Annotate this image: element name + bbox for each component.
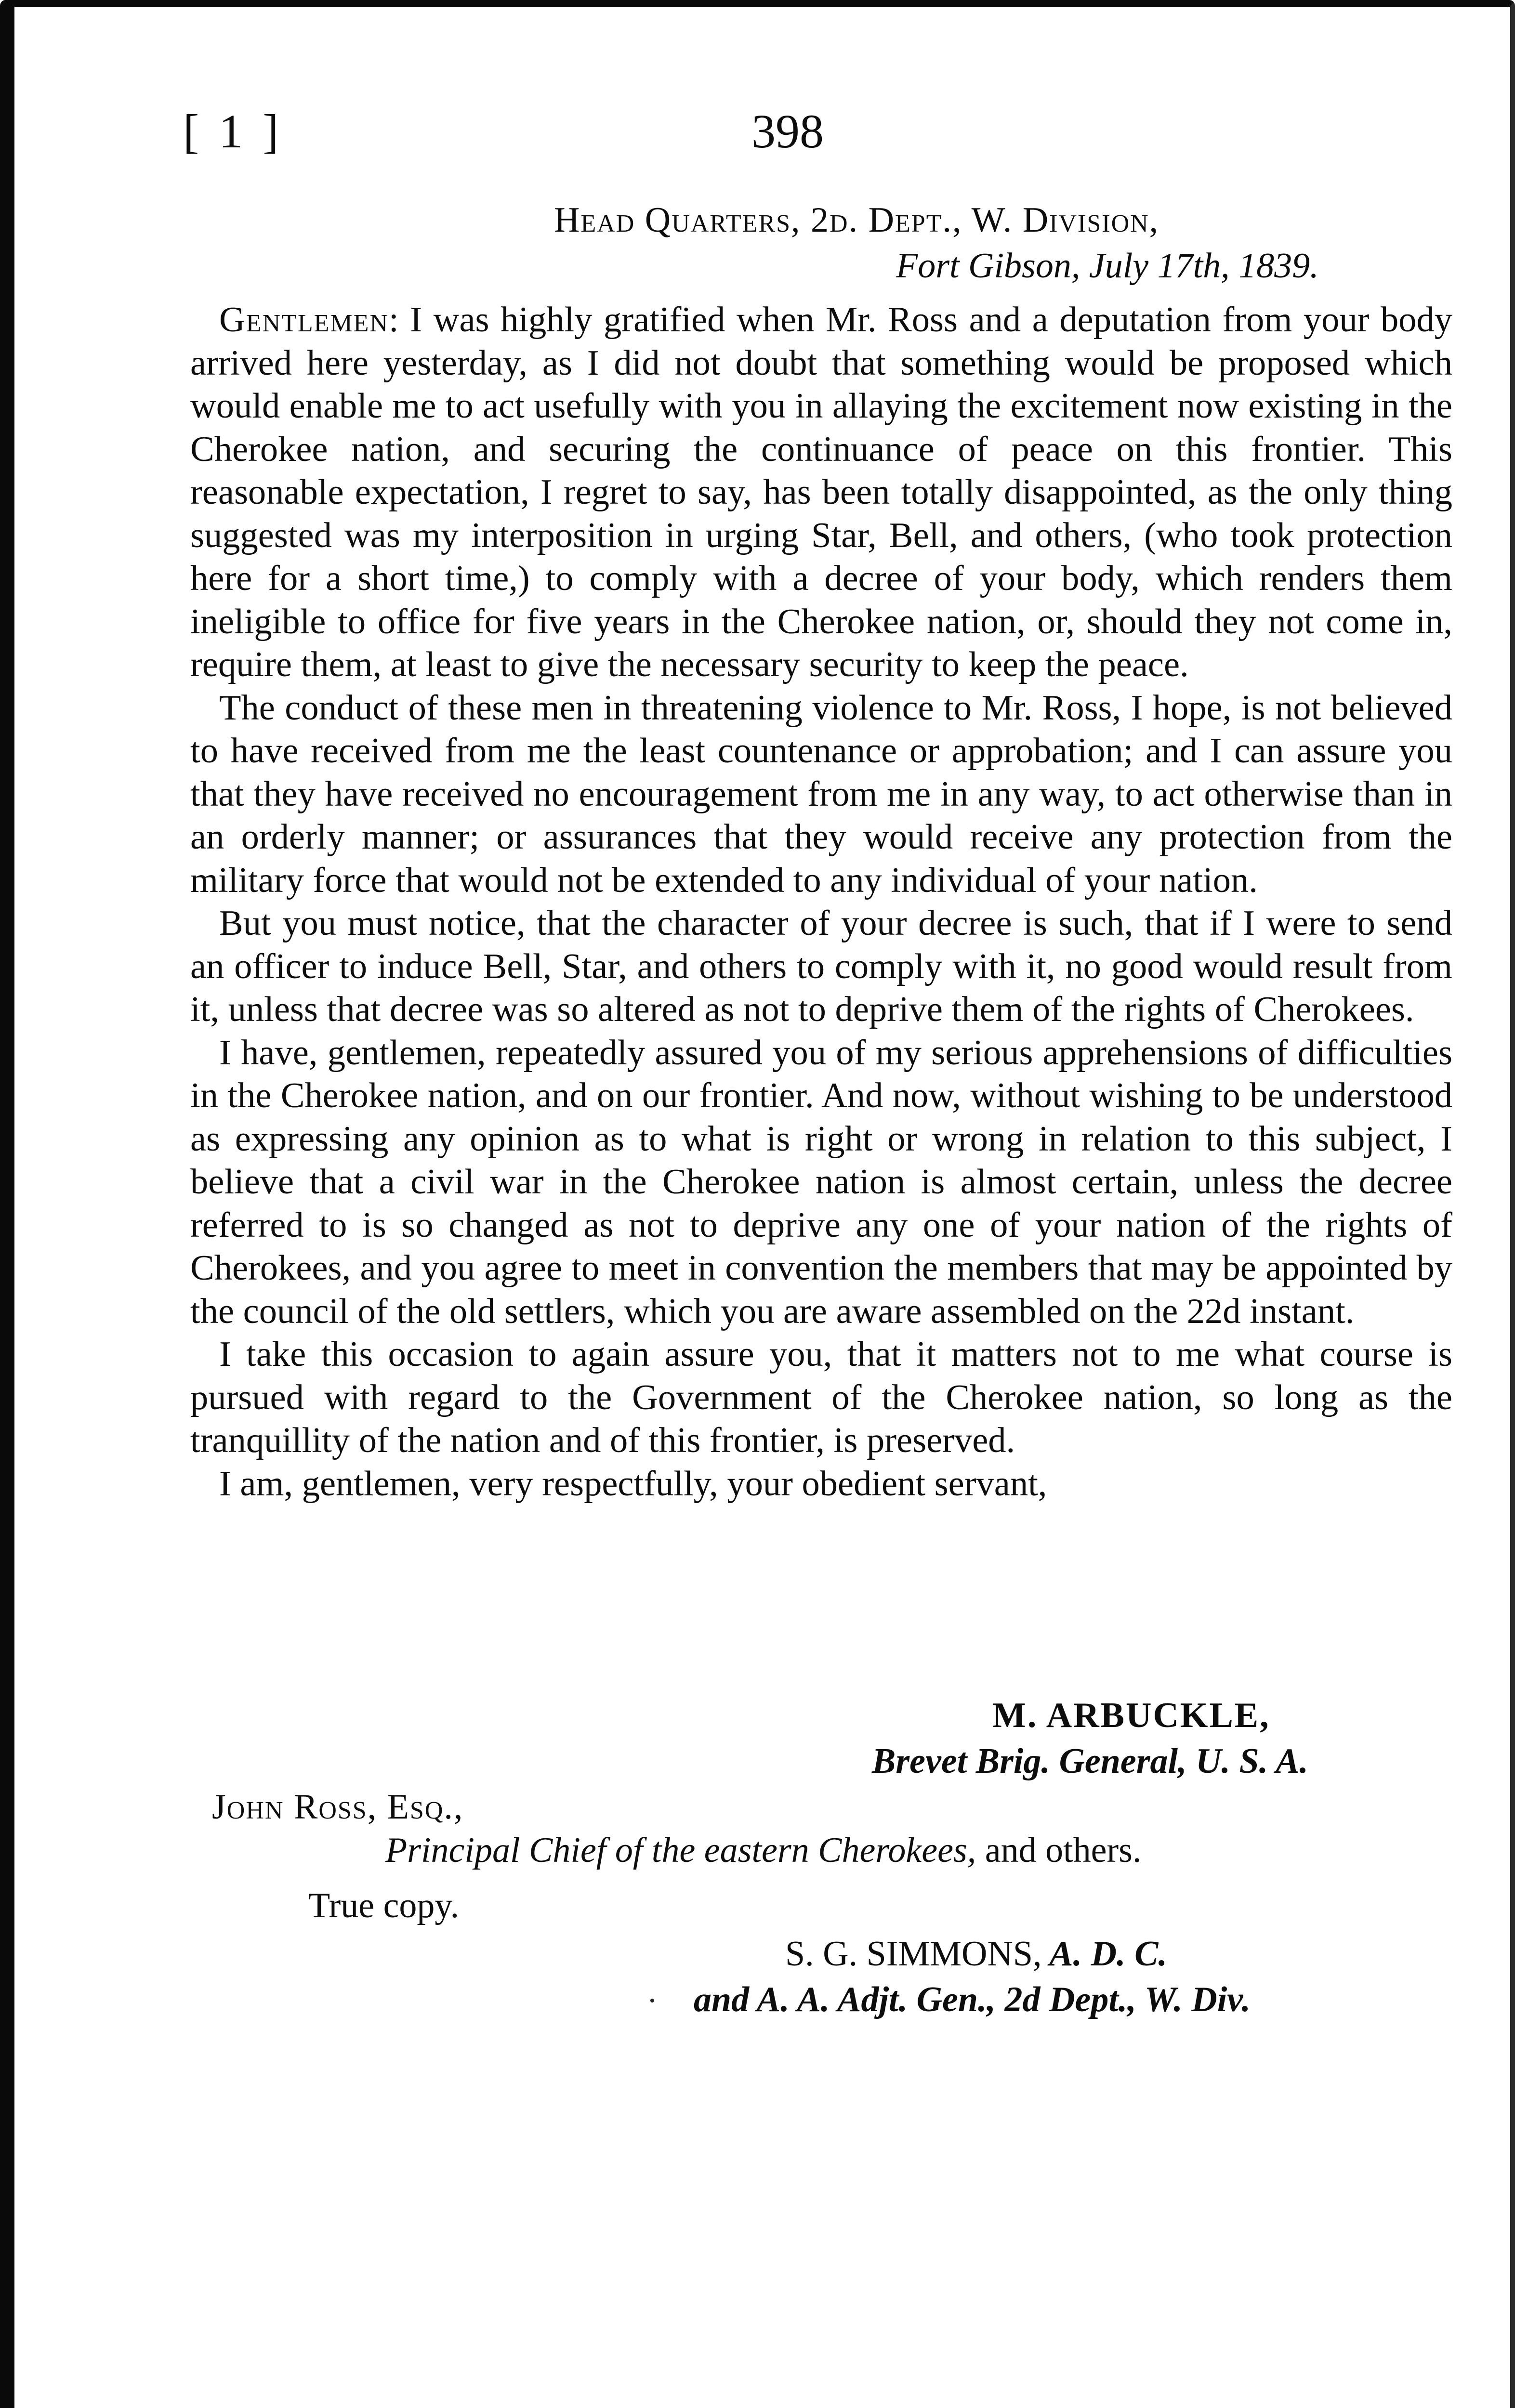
letter-body — [190, 299, 1452, 1505]
paragraph-3: But you must notice, that the character of your decree is such, that if I were to send an officer to induce Bell, Star, and others to comply with it, no good would result from it, unless that decree was so altered as not to deprive them of the rights of Cherokees. — [190, 903, 1452, 1029]
paragraph-4: I have, gentlemen, repeatedly assured you of my serious apprehensions of difficulties in the Cherokee nation, and on our frontier. And now, without wishing to be understood as expressing any opinion as to what is right or wrong in relation to this subject, I believe that a civil war in the Cherokee nation is almost certain, unless the decree referred to is so changed as not to deprive any one of your nation of the rights of Cherokees, and you agree to meet in convention the members that may be appointed by the council of the old settlers, which you are aware assembled on the 22d instant. — [190, 1033, 1452, 1331]
dateline-headquarters: Head Quarters, 2d. Dept., W. Division, — [554, 200, 1159, 240]
addressee-title — [385, 1830, 1141, 1871]
page-header — [0, 104, 1515, 171]
signer-title: Brevet Brig. General, U. S. A. — [872, 1741, 1308, 1781]
addressee-title-italic: Principal Chief of the eastern Cherokees, — [385, 1831, 976, 1870]
signer-name: M. ARBUCKLE, — [992, 1696, 1270, 1735]
page-number: 398 — [751, 105, 824, 158]
true-copy-label: True copy. — [308, 1886, 460, 1925]
document-number: [ 1 ] — [183, 105, 283, 158]
addressee-name: John Ross, Esq., — [212, 1787, 464, 1827]
salutation: Gentlemen — [219, 300, 389, 340]
closing-line: I am, gentlemen, very respectfully, your obedient servant, — [219, 1464, 1047, 1504]
certifier-name — [785, 1934, 1167, 1975]
dateline-place-date: Fort Gibson, July 17th, 1839. — [896, 246, 1319, 286]
certifier-name-suffix: A. D. C. — [1041, 1934, 1167, 1974]
certifier-title: and A. A. Adjt. Gen., 2d Dept., W. Div. — [694, 1980, 1251, 2019]
paragraph-2: The conduct of these men in threatening violence to Mr. Ross, I hope, is not believed to have received from me the least countenance or approbation; and I can assure you that they have received no encouragement from me in any way, to act otherwise than in an orderly manner; or assurances that they would receive any protection from the military force that would not be extended to any individual of your nation. — [190, 688, 1452, 900]
certifier-name-text: S. G. SIMMONS, — [785, 1934, 1042, 1974]
ink-speck — [650, 1999, 654, 2002]
paragraph-1-text: : I was highly gratified when Mr. Ross and a deputation from your body arrived here yesterday, as I did not doubt that something would be proposed which would enable me to act usefully with you in allaying the excitement now existing in the Cherokee nation, and securing the continuance of peace on this frontier. This reasonable expectation, I regret to say, has been totally disappointed, as the only thing suggested was my interposition in urging Star, Bell, and others, (who took protection here for a short time,) to comply with a decree of your body, which renders them ineligible to office for five years in the Cherokee nation, or, should they not come in, require them, at least to give the necessary security to keep the peace. — [190, 300, 1452, 684]
paragraph-5: I take this occasion to again assure you, that it matters not to me what course is pursued with regard to the Government of the Cherokee nation, so long as the tranquillity of the nation and of this frontier, is preserved. — [190, 1335, 1452, 1460]
paragraph-1 — [190, 299, 1452, 687]
addressee-title-rest: and others. — [976, 1831, 1142, 1870]
